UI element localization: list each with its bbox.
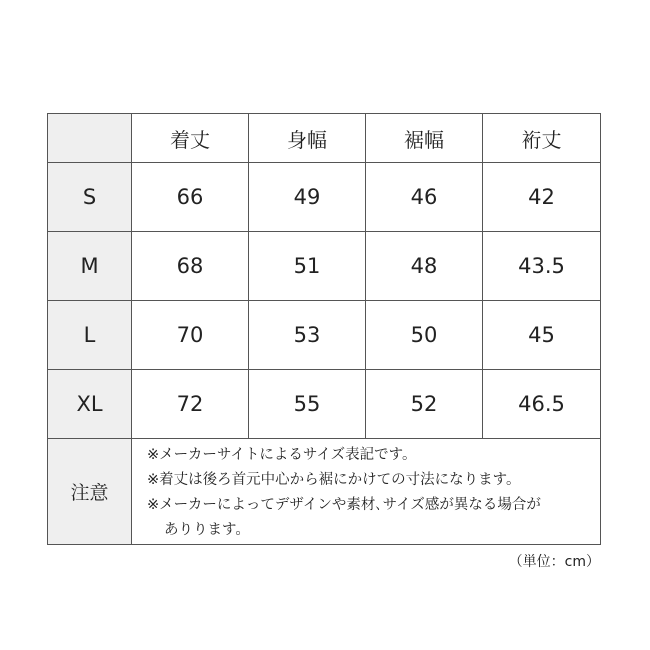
- header-hem-width: 裾幅: [366, 114, 483, 163]
- header-corner-cell: [48, 114, 132, 163]
- table-row: [48, 301, 601, 370]
- value-cell: 42: [483, 163, 601, 232]
- size-label: L: [48, 301, 132, 370]
- value-cell: 46: [366, 163, 483, 232]
- value-cell: 66: [132, 163, 249, 232]
- size-label: S: [48, 163, 132, 232]
- value-cell: 68: [132, 232, 249, 301]
- table-row: [48, 370, 601, 439]
- note-line: ありります。: [164, 521, 250, 538]
- value-cell: 50: [366, 301, 483, 370]
- size-label: XL: [48, 370, 132, 439]
- table-row: [48, 232, 601, 301]
- value-cell: 51: [249, 232, 366, 301]
- size-label: M: [48, 232, 132, 301]
- notes-body: [132, 439, 601, 545]
- value-cell: 48: [366, 232, 483, 301]
- table-row: [48, 163, 601, 232]
- value-cell: 72: [132, 370, 249, 439]
- header-width: 身幅: [249, 114, 366, 163]
- value-cell: 55: [249, 370, 366, 439]
- value-cell: 43.5: [483, 232, 601, 301]
- header-sleeve-length: 裄丈: [483, 114, 601, 163]
- header-row: [48, 114, 601, 163]
- value-cell: 70: [132, 301, 249, 370]
- value-cell: 46.5: [483, 370, 601, 439]
- unit-label: （単位：cm）: [508, 554, 600, 570]
- header-length: 着丈: [132, 114, 249, 163]
- value-cell: 49: [249, 163, 366, 232]
- note-line: ※メーカーサイトによるサイズ表記です。: [147, 446, 417, 463]
- value-cell: 45: [483, 301, 601, 370]
- note-line: ※メーカーによってデザインや素材､サイズ感が異なる場合が: [147, 496, 541, 513]
- notes-row: [48, 439, 601, 545]
- value-cell: 52: [366, 370, 483, 439]
- size-chart-table: [47, 113, 601, 545]
- value-cell: 53: [249, 301, 366, 370]
- notes-label: 注意: [48, 439, 132, 545]
- note-line: ※着丈は後ろ首元中心から裾にかけての寸法になります。: [147, 471, 521, 488]
